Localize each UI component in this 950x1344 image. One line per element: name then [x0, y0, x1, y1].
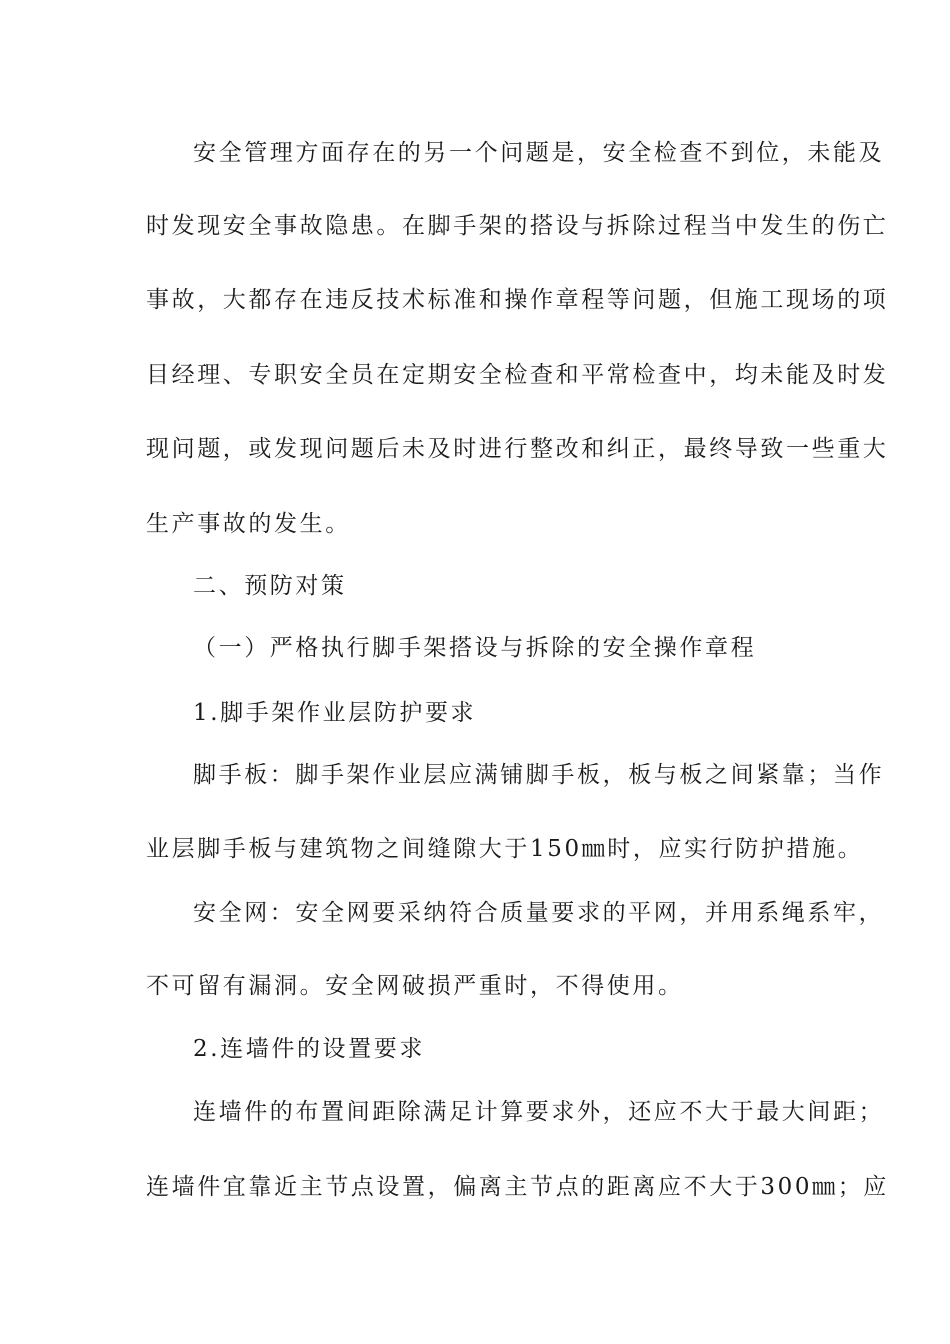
paragraph-line: 时发现安全事故隐患。在脚手架的搭设与拆除过程当中发生的伤亡: [146, 213, 889, 239]
paragraph-line: 生产事故的发生。: [146, 511, 351, 537]
paragraph-line: 安全网：安全网要采纳符合质量要求的平网，并用系绳系牢，: [193, 900, 885, 926]
subsection-heading: （一）严格执行脚手架搭设与拆除的安全操作章程: [193, 635, 757, 661]
paragraph-line: 连墙件的布置间距除满足计算要求外，还应不大于最大间距；: [193, 1099, 885, 1125]
paragraph-line: 脚手板：脚手架作业层应满铺脚手板，板与板之间紧靠；当作: [193, 762, 885, 788]
paragraph-line: 现问题，或发现问题后未及时进行整改和纠正，最终导致一些重大: [146, 436, 889, 462]
paragraph-line: 连墙件宜靠近主节点设置，偏离主节点的距离应不大于300㎜；应: [146, 1174, 889, 1200]
paragraph-line: 目经理、专职安全员在定期安全检查和平常检查中，均未能及时发: [146, 362, 889, 388]
paragraph-line: 安全管理方面存在的另一个问题是，安全检查不到位，未能及: [193, 140, 885, 166]
paragraph-line: 业层脚手板与建筑物之间缝隙大于150㎜时，应实行防护措施。: [146, 836, 864, 862]
paragraph-line: 不可留有漏洞。安全网破损严重时，不得使用。: [146, 973, 684, 999]
section-heading: 二、预防对策: [193, 573, 347, 599]
item-heading: 2.连墙件的设置要求: [193, 1036, 425, 1062]
item-heading: 1.脚手架作业层防护要求: [193, 700, 477, 726]
paragraph-line: 事故，大都存在违反技术标准和操作章程等问题，但施工现场的项: [146, 287, 889, 313]
